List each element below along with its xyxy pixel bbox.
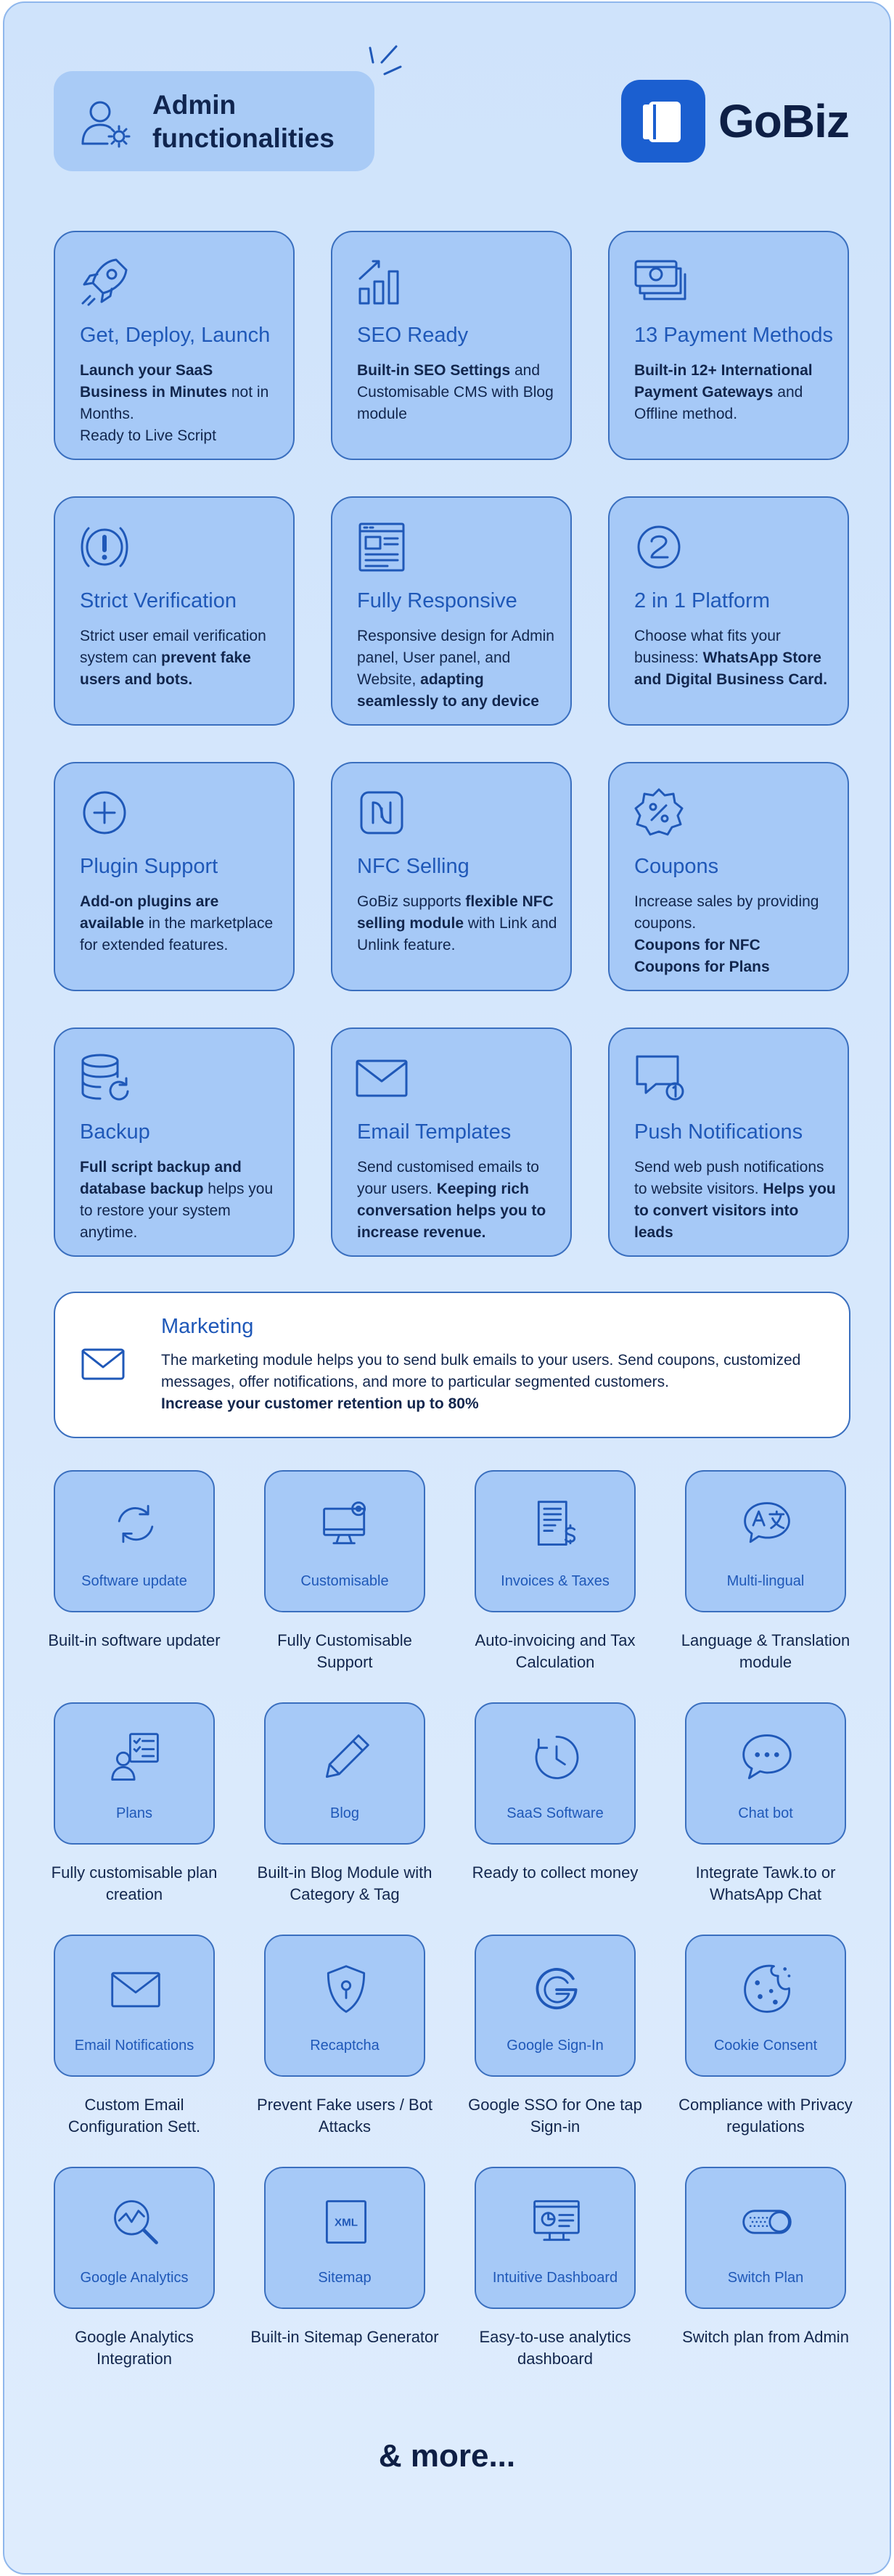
xml-label: XML <box>334 2216 358 2229</box>
payment-cards-icon <box>630 253 688 311</box>
marketing-card <box>54 1292 850 1438</box>
feature-tile <box>264 1702 425 1845</box>
cookie-icon <box>739 1962 795 2017</box>
plus-circle-icon <box>75 784 134 842</box>
rocket-icon <box>75 253 134 311</box>
dashboard-icon <box>529 2194 584 2249</box>
feature-description: Launch your SaaS Business in Minutes not in Months. Ready to Live Script <box>80 362 269 444</box>
tile-label: Sitemap <box>318 2270 372 2286</box>
feature-tile <box>475 1470 636 1612</box>
feature-title: 13 Payment Methods <box>634 324 834 347</box>
tile-caption: Google Analytics Integration <box>75 2328 194 2368</box>
bar-chart-icon <box>353 253 411 311</box>
feature-card <box>331 762 572 991</box>
feature-description: Strict user email verification system can prevent fake users and bots. <box>80 628 266 688</box>
tile-caption: Ready to collect money <box>472 1863 639 1882</box>
tile-label: Google Sign-In <box>507 2038 604 2054</box>
feature-tile <box>54 1702 215 1845</box>
feature-card <box>331 496 572 726</box>
tile-label: Blog <box>329 1805 360 1821</box>
google-icon <box>529 1962 584 2017</box>
envelope-icon <box>80 1344 126 1385</box>
tile-caption: Google SSO for One tap Sign-in <box>468 2096 642 2136</box>
pencil-icon <box>319 1730 374 1785</box>
admin-header-pill <box>54 71 374 171</box>
exclamation-circle-icon <box>75 518 134 576</box>
refresh-icon <box>108 1498 163 1553</box>
tile-label: Cookie Consent <box>713 2038 818 2054</box>
feature-tile <box>54 1470 215 1612</box>
feature-card <box>608 496 849 726</box>
feature-tile <box>685 1702 846 1845</box>
feature-title: NFC Selling <box>357 855 469 878</box>
feature-description: Full script backup and database backup helps you to restore your system anytime. <box>80 1159 274 1241</box>
translate-icon <box>739 1498 795 1553</box>
brand-logo-icon <box>621 80 705 163</box>
tile-caption: Language & Translation module <box>681 1631 850 1671</box>
feature-description: Send customised emails to your users. Keeping rich conversation helps you to increase revenue. <box>357 1159 546 1241</box>
tile-label: Invoices & Taxes <box>501 1573 610 1589</box>
feature-card <box>54 762 295 991</box>
tile-caption: Integrate Tawk.to or WhatsApp Chat <box>695 1863 836 1903</box>
feature-title: Fully Responsive <box>357 589 517 612</box>
feature-card <box>608 762 849 991</box>
feature-tile <box>685 1470 846 1612</box>
feature-card <box>54 231 295 460</box>
feature-description: Choose what fits your business: WhatsApp Store and Digital Business Card. <box>634 628 828 688</box>
admin-user-gear-icon <box>75 93 136 154</box>
tile-label: Google Analytics <box>80 2270 189 2286</box>
feature-description: Increase sales by providing coupons. Coupons for NFC Coupons for Plans <box>634 893 819 975</box>
tile-label: Email Notifications <box>74 2038 194 2054</box>
feature-tile <box>54 1935 215 2077</box>
feature-card <box>608 231 849 460</box>
tile-label: Chat bot <box>738 1805 793 1821</box>
clock-icon <box>529 1730 584 1785</box>
monitor-gear-icon <box>319 1498 374 1553</box>
database-backup-icon <box>75 1049 134 1107</box>
tile-caption: Built-in software updater <box>48 1631 221 1649</box>
feature-tile <box>54 2167 215 2309</box>
tile-caption: Compliance with Privacy regulations <box>678 2096 853 2136</box>
feature-title: Plugin Support <box>80 855 218 878</box>
feature-title: Strict Verification <box>80 589 237 612</box>
feature-title: Email Templates <box>357 1120 512 1144</box>
feature-title: 2 in 1 Platform <box>634 589 770 612</box>
number-two-circle-icon <box>630 518 688 576</box>
feature-tile <box>264 2167 425 2309</box>
tile-label: Customisable <box>300 1573 389 1589</box>
tile-label: Intuitive Dashboard <box>492 2270 618 2286</box>
feature-title: Push Notifications <box>634 1120 803 1144</box>
feature-card <box>608 1027 849 1257</box>
nfc-icon <box>353 784 411 842</box>
feature-description: Send web push notifications to website visitors. Helps you to convert visitors into leads <box>634 1159 836 1241</box>
feature-title: Get, Deploy, Launch <box>80 324 271 347</box>
feature-title: SEO Ready <box>357 324 469 347</box>
tile-caption: Easy-to-use analytics dashboard <box>479 2328 631 2368</box>
analytics-magnifier-icon <box>108 2194 163 2249</box>
toggle-switch-icon <box>739 2194 795 2249</box>
infographic-frame <box>3 1 891 2575</box>
feature-card <box>54 1027 295 1257</box>
feature-description: Add-on plugins are available in the marketplace for extended features. <box>80 893 274 953</box>
invoice-icon <box>529 1498 584 1553</box>
envelope-icon <box>108 1962 163 2017</box>
feature-description: Built-in 12+ International Payment Gateways and Offline method. <box>634 362 813 422</box>
feature-title: Coupons <box>634 855 719 878</box>
tile-caption: Auto-invoicing and Tax Calculation <box>475 1631 636 1671</box>
tile-label: Software update <box>81 1573 187 1589</box>
plans-icon <box>108 1730 163 1785</box>
tile-caption: Fully customisable plan creation <box>51 1863 218 1903</box>
tile-label: SaaS Software <box>507 1805 604 1821</box>
marketing-description: The marketing module helps you to send bulk emails to your users. Send coupons, customized messages, offer notifications, and more to particular segmented customers. Increase your customer retention up to 80% <box>161 1352 801 1412</box>
feature-tile <box>685 1935 846 2077</box>
feature-card <box>54 496 295 726</box>
responsive-layout-icon <box>353 518 411 576</box>
tile-caption: Built-in Sitemap Generator <box>250 2328 439 2346</box>
feature-tile <box>264 1935 425 2077</box>
feature-tile <box>475 2167 636 2309</box>
coupon-badge-icon <box>630 784 688 842</box>
shield-lock-icon <box>319 1962 374 2017</box>
feature-description: Responsive design for Admin panel, User panel, and Website, adapting seamlessly to any device <box>357 628 554 710</box>
more-text: & more... <box>378 2438 516 2474</box>
tile-caption: Custom Email Configuration Sett. <box>67 2096 201 2136</box>
sparkle-lines-icon <box>366 45 403 80</box>
feature-description: GoBiz supports flexible NFC selling module with Link and Unlink feature. <box>357 893 557 953</box>
feature-description: Built-in SEO Settings and Customisable CMS with Blog module <box>357 362 554 422</box>
tile-caption: Built-in Blog Module with Category & Tag <box>257 1863 432 1903</box>
tile-label: Plans <box>115 1805 153 1821</box>
push-notification-icon <box>630 1049 688 1107</box>
feature-tile <box>264 1470 425 1612</box>
page-title: Admin functionalities <box>152 90 335 153</box>
tile-caption: Fully Customisable Support <box>277 1631 412 1671</box>
tile-label: Recaptcha <box>310 2038 380 2054</box>
tile-label: Switch Plan <box>727 2270 804 2286</box>
feature-card <box>331 231 572 460</box>
feature-tile <box>685 2167 846 2309</box>
marketing-title: Marketing <box>161 1315 254 1338</box>
chat-bubble-icon <box>739 1730 795 1785</box>
feature-title: Backup <box>80 1120 150 1144</box>
tile-label: Multi-lingual <box>726 1573 805 1589</box>
feature-card <box>331 1027 572 1257</box>
feature-tile <box>475 1702 636 1845</box>
envelope-icon <box>353 1049 411 1107</box>
tile-caption: Prevent Fake users / Bot Attacks <box>256 2096 433 2136</box>
feature-tile <box>475 1935 636 2077</box>
tile-caption: Switch plan from Admin <box>682 2328 849 2346</box>
xml-file-icon <box>319 2194 374 2249</box>
brand-name: GoBiz <box>718 95 849 147</box>
